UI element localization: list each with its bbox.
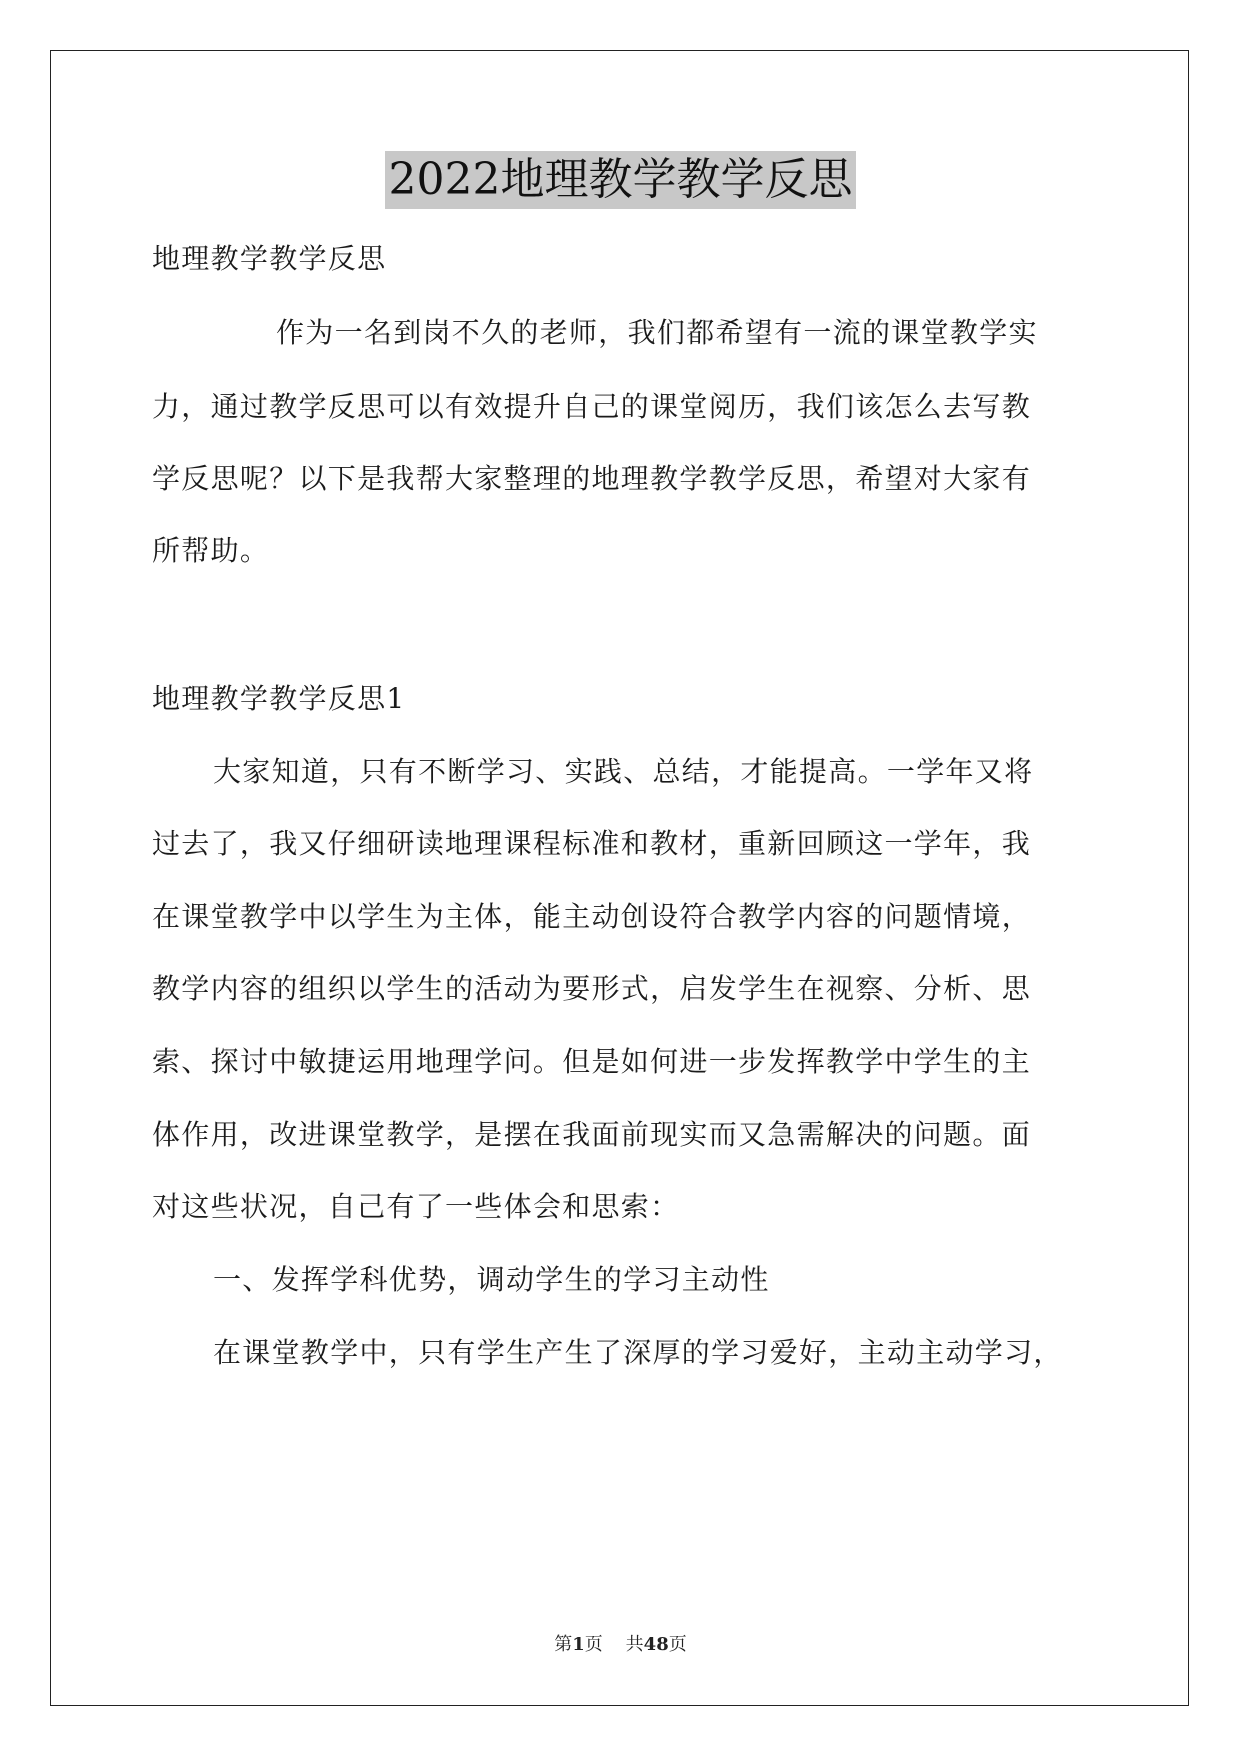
paragraph-line: 所帮助。 xyxy=(152,534,270,567)
document-title xyxy=(0,151,1241,211)
page-suffix: 页 xyxy=(584,1634,603,1655)
paragraph-line: 教学内容的组织以学生的活动为要形式，启发学生在视察、分析、思 xyxy=(152,972,1032,1005)
paragraph-line: 力，通过教学反思可以有效提升自己的课堂阅历，我们该怎么去写教 xyxy=(152,390,1032,423)
paragraph-line: 过去了，我又仔细研读地理课程标准和教材，重新回顾这一学年，我 xyxy=(152,827,1032,860)
document-title-text: 2022地理教学教学反思 xyxy=(385,151,857,209)
total-pages: 48 xyxy=(643,1634,669,1655)
paragraph-line: 在课堂教学中，只有学生产生了深厚的学习爱好，主动主动学习， xyxy=(213,1336,1063,1369)
paragraph-line: 大家知道，只有不断学习、实践、总结，才能提高。一学年又将 xyxy=(213,755,1034,788)
paragraph-line: 学反思呢？以下是我帮大家整理的地理教学教学反思，希望对大家有 xyxy=(152,462,1032,495)
subtitle-line: 地理教学教学反思 xyxy=(152,242,387,275)
paragraph-line: 索、探讨中敏捷运用地理学问。但是如何进一步发挥教学中学生的主 xyxy=(152,1045,1032,1078)
page-footer xyxy=(0,1630,1241,1656)
page-prefix: 第 xyxy=(554,1634,573,1655)
paragraph-line: 在课堂教学中以学生为主体，能主动创设符合教学内容的问题情境， xyxy=(152,900,1032,933)
subsection-heading: 一、发挥学科优势，调动学生的学习主动性 xyxy=(213,1263,770,1296)
paragraph-line: 体作用，改进课堂教学，是摆在我面前现实而又急需解决的问题。面 xyxy=(152,1118,1032,1151)
paragraph-line: 作为一名到岗不久的老师，我们都希望有一流的课堂教学实 xyxy=(276,316,1038,349)
paragraph-line: 对这些状况，自己有了一些体会和思索： xyxy=(152,1190,680,1223)
total-prefix: 共 xyxy=(625,1634,644,1655)
page-border xyxy=(50,50,1189,1706)
page-number: 1 xyxy=(572,1634,585,1655)
section-heading: 地理教学教学反思1 xyxy=(152,682,406,715)
total-suffix: 页 xyxy=(668,1634,687,1655)
